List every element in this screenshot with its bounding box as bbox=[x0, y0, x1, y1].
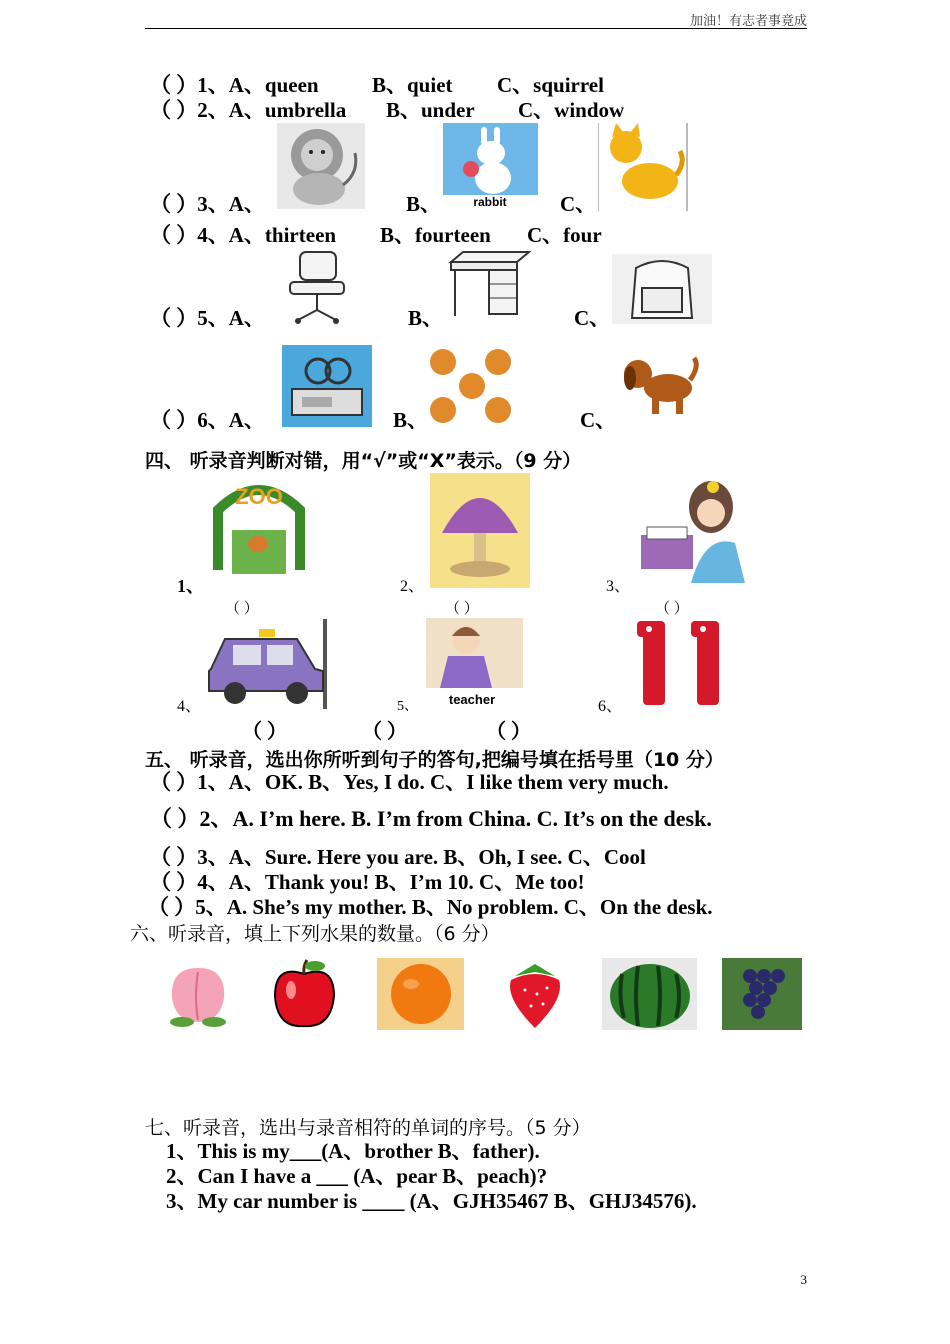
question-5-2: （ ）2、A. I’m here. B. I’m from China. C. It’s on the desk. bbox=[150, 806, 712, 831]
lion-picture bbox=[277, 123, 365, 209]
option-c: C、 bbox=[580, 408, 617, 432]
question-7-3: 3、My car number is ____ (A、GJH35467 B、GHJ34576). bbox=[166, 1189, 697, 1213]
header-motto: 加油！有志者事竟成 bbox=[689, 14, 807, 29]
q-prefix: （ ）2、A、 bbox=[150, 98, 265, 122]
option-a: queen bbox=[264, 73, 319, 97]
option-b: B、fourteen bbox=[380, 223, 491, 247]
option-c: C、 bbox=[574, 306, 611, 330]
item-3-number: 3、 bbox=[606, 578, 631, 595]
oranges-picture bbox=[428, 346, 518, 426]
item-5-number: 5、 bbox=[397, 699, 418, 714]
q-prefix: （ ）6、A、 bbox=[150, 408, 265, 432]
svg-text:ZOO: ZOO bbox=[235, 484, 283, 509]
question-7-1: 1、This is my___(A、brother B、father). bbox=[166, 1139, 540, 1163]
item-6-answer[interactable]: （ ） bbox=[486, 721, 531, 743]
chair-picture bbox=[278, 248, 356, 326]
number-eleven-picture bbox=[635, 619, 730, 707]
item-4-answer[interactable]: （ ） bbox=[242, 721, 287, 743]
item-2-answer[interactable]: （ ） bbox=[445, 601, 479, 617]
question-3-5 bbox=[150, 306, 611, 330]
q-prefix: （ ）1、A、 bbox=[150, 73, 265, 97]
header-divider bbox=[145, 28, 807, 29]
teacher-picture bbox=[426, 618, 523, 710]
page-number: 3 bbox=[800, 1272, 807, 1287]
q-prefix: （ ）3、A、 bbox=[150, 192, 265, 216]
cassette-player-picture bbox=[282, 345, 372, 427]
option-b: B、under bbox=[386, 98, 475, 122]
q-prefix: （ ）4、A、 bbox=[150, 223, 265, 247]
schoolbag-picture bbox=[612, 254, 712, 324]
typewriter-girl-picture bbox=[635, 473, 747, 585]
option-a: umbrella bbox=[264, 98, 347, 122]
question-3-1 bbox=[150, 73, 604, 97]
strawberry-icon bbox=[497, 958, 573, 1035]
peach-icon bbox=[164, 958, 232, 1035]
section-4-title: 四、 听录音判断对错，用“√”或“X”表示。（9 分） bbox=[145, 450, 582, 472]
option-c: C、 bbox=[560, 192, 597, 216]
question-3-6 bbox=[150, 408, 617, 432]
question-5-5: （ ）5、A. She’s my mother. B、No problem. C、On the desk. bbox=[148, 895, 713, 919]
option-c: C、window bbox=[518, 98, 625, 122]
item-6-number: 6、 bbox=[598, 698, 623, 715]
question-5-4: （ ）4、A、Thank you! B、I’m 10. C、Me too! bbox=[150, 870, 585, 894]
option-b: B、 bbox=[393, 408, 429, 432]
item-2-number: 2、 bbox=[400, 578, 425, 595]
section-5-title: 五、 听录音，选出你所听到句子的答句,把编号填在括号里（10 分） bbox=[145, 749, 724, 771]
item-3-answer[interactable]: （ ） bbox=[655, 601, 689, 617]
dog-picture bbox=[618, 348, 700, 418]
zoo-picture bbox=[208, 470, 310, 580]
question-5-3: （ ）3、A、Sure. Here you are. B、Oh, I see. C、Cool bbox=[150, 845, 646, 869]
question-7-2: 2、Can I have a ___ (A、pear B、peach)? bbox=[166, 1164, 548, 1188]
grapes-icon bbox=[722, 958, 802, 1035]
car-picture bbox=[205, 619, 330, 709]
option-b: B、 bbox=[408, 306, 444, 330]
option-c: C、four bbox=[527, 223, 602, 247]
section-6-title: 六、听录音，填上下列水果的数量。（6 分） bbox=[130, 923, 500, 945]
watermelon-icon bbox=[602, 958, 697, 1035]
q-prefix: （ ）5、A、 bbox=[150, 306, 265, 330]
desk-picture bbox=[443, 250, 531, 320]
rabbit-picture bbox=[443, 123, 538, 209]
item-5-answer[interactable]: （ ） bbox=[362, 721, 407, 743]
lamp-picture bbox=[430, 473, 530, 588]
option-a: thirteen bbox=[264, 223, 337, 247]
question-3-4 bbox=[150, 223, 602, 247]
option-c: C、squirrel bbox=[497, 73, 604, 97]
question-5-1: （ ）1、A、OK. B、Yes, I do. C、I like them very much. bbox=[150, 770, 669, 794]
item-1-number: 1、 bbox=[177, 576, 204, 596]
question-3-2 bbox=[150, 98, 625, 122]
apple-icon bbox=[267, 958, 342, 1035]
item-1-answer[interactable]: （ ） bbox=[225, 601, 259, 617]
orange-icon bbox=[377, 958, 464, 1035]
option-b: B、 bbox=[406, 192, 442, 216]
teacher-caption: teacher bbox=[448, 692, 496, 707]
item-4-number: 4、 bbox=[177, 698, 202, 715]
cat-picture bbox=[598, 123, 688, 211]
option-b: B、quiet bbox=[372, 73, 453, 97]
rabbit-caption: rabbit bbox=[473, 195, 507, 209]
section-7-title: 七、听录音，选出与录音相符的单词的序号。（5 分） bbox=[145, 1117, 591, 1139]
